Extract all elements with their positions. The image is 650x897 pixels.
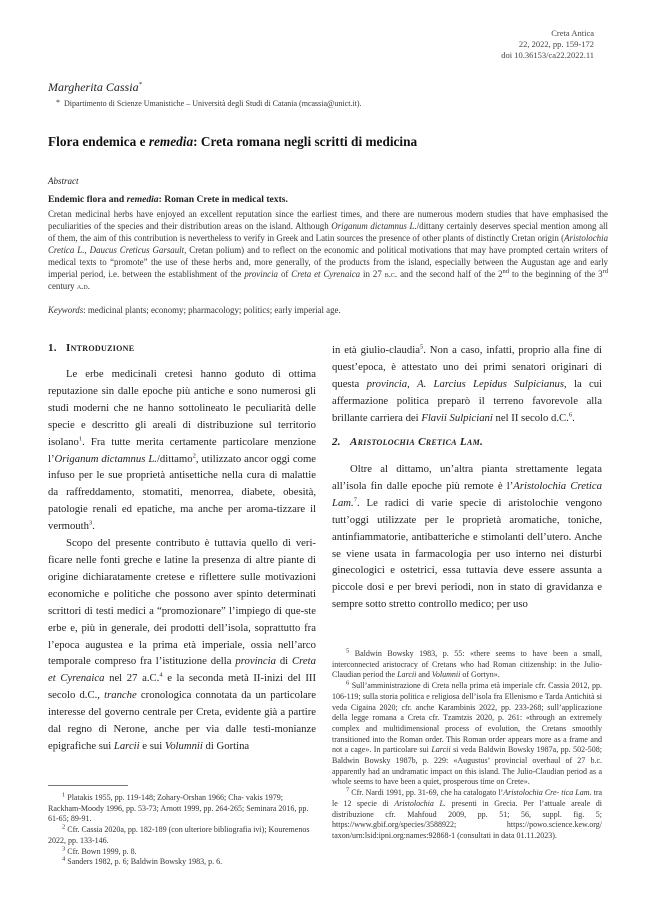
section-heading-aristolochia: 2. Aristolochia Cretica Lam. [332,436,484,448]
abstract-text: Cretan medicinal herbs have enjoyed an excellent reputation since the earliest times, and there are numerous modern studies that have emphasised the peculiarities of the species and their distribution areas on the island. Although Origanum dictamnus L./dittany certainly deserves special mention among all of them, the aim of this contribution is nevertheless to verify in Greek and Latin sources the presence of other plants of distinctly Cretan origin (Aristolochia Cretica L., Daucus Creticus Garsault, Cretan polium) and to reflect on the economic and political motivations that may have prompted certain writers of medical texts to “promote” the use of these herbs and, more generally, of the products from the island, especially between the Augustan age and early imperial period, i.e. between the establishment of the provincia of Creta et Cyrenaica in 27 b.c. and the second half of the 2nd to the beginning of the 3rd century a.d. [48,209,609,292]
footnote-ref: 2 [192,451,196,459]
author-affiliation: * Dipartimento di Scienze Umanistiche – Università degli Studi di Catania (mcassia@unict.it). [56,98,362,108]
footnote-ref: 4 [159,671,163,679]
right-column-continuation: in età giulio-claudia$^5$. Non a caso, infatti, proprio alla fine di quest’epoca, è attestato uno dei primi senatori originari di questa provincia, A. Larcius Lepidus Sulpicianus, la cui affermazione politica preparò il terreno favorevole alla brillante carriera dei Flavii Sulpiciani nel II secolo d.C.$^6$. [332,343,603,424]
footnote-ref: 7 [353,496,357,504]
abstract-title: Endemic flora and remedia: Roman Crete in medical texts. [48,194,288,205]
keywords: Keywords: medicinal plants; economy; pharmacology; politics; early imperial age. [48,305,341,315]
footnotes-left [48,793,316,868]
journal-name: Creta Antica [551,28,594,38]
footnote-ref: 3 [88,519,93,527]
section-heading-introduzione: 1. Introduzione [48,342,135,354]
journal-header [501,28,594,61]
footnote-3: $^3$ Cfr. Bown 1999, p. 8. [62,844,137,856]
right-column-text [332,461,602,613]
journal-doi: doi 10.36153/ca22.2022.11 [501,50,594,60]
left-column-text [48,366,316,755]
footnote-5: $^5$ Baldwin Bowsky 1983, p. 55: «there seems to have been a small, interconnected aristocracy of Cretans who had Roman citizenship: in the Julio-Claudian period the Larcii and Volumnii of Gortyn». [332,647,602,680]
paragraph: Le erbe medicinali cretesi hanno goduto di ottima reputazione sin dalle epoche più antiche e sono numerosi gli studi moderni che ne hanno sottolineato le peculiarità delle specie e descritto gli areali di distribuzione sul territorio isolano$^1$. Fra tutte merita certamente particolare menzione l’Origanum dictamnus L./dittamo$^2$, utilizzato ancor oggi come infuso per le sue proprietà antisettiche nella cura di malattie da raffreddamento, stomatiti, menorrea, diabete, obesità, patologie renali ed epatiche, ma anche per aroma-tizzare il vermouth$^3$. [48,368,317,533]
footnote-ref: 6 [568,411,573,419]
footnote-1: $^1$ Platakis 1955, pp. 119-148; Zohary-Orshan 1966; Cha- vakis 1979; Rackham-Moody 1996, pp. 53-73; Arnott 1999, pp. 264-265; Seminara 2016, pp. 61-65; 89-91. [48,791,309,824]
footnote-ref: 5 [419,343,424,351]
footnote-7: $^7$ Cfr. Nardi 1991, pp. 31-69, che ha catalogato l’Aristolochia Cre- tica Lam. tra le 12 specie di Aristolochia L. presenti in Grecia. Per l’attuale areale di distribuzione cfr. Mahfoud 2009, pp. 51; 56, suppl. fig. 5; https://www.gbif.org/species/3588922; https://powo.science.kew.org/ taxon/urn:lsid:ipni.org:names:92868-1 (consultati in data 01.11.2023). [332,786,603,840]
journal-issue: 22, 2022, pp. 159-172 [518,39,594,49]
author-name: Margherita Cassia* [48,80,142,94]
article-title: Flora endemica e remedia: Creta romana negli scritti di medicina [48,134,418,149]
paragraph: Oltre al dittamo, un’altra pianta strettamente legata all’isola fin dalle epoche più remote è l’Aristolochia Cretica Lam.$^7$. Le radici di varie specie di aristolochie vengono tutt’oggi utilizzate per le proprietà aromatiche, toniche, antinfiammatorie, antibatteriche e stimolanti dell’utero. Anche se viene usata in farmacologia per uso interno nei disturbi ginecologici e ostetrici, essa tuttavia deve essere assunta a piccole dosi e per brevi periodi, non in stato di gravidanza e sempre sotto stretto controllo medico; per uso [332,463,603,611]
footnotes-right [332,649,602,842]
link-gbif[interactable]: https://www.gbif.org/species/3588922; https://powo.science.kew.org/ [332,820,602,830]
footnote-divider [48,785,128,786]
footnote-6: $^6$ Sull’amministrazione di Creta nella prima età imperiale cfr. Cassia 2012, pp. 106-119; sulla storia politica e religiosa dell’isola fra Ellenismo e Tarda Antichità si veda Cigaina 2020; cfr. anche Karambinis 2022, pp. 233-268; sull’applicazione della legge romana a Creta cfr. Tzamtzis 2020, p. 261: «through an extremely complex and multidimensional process of evolution, the Cretans smoothly transitioned into the Roman order. This Roman order appears more as a frame and not a cage». In particolare sui Larcii si veda Baldwin Bowsky 1987a, pp. 502-508; Baldwin Bowsky 1987b, p. 229: «Augustus’ provincial overhaul of 27 b.c. apparently had an undramatic impact on this island. The Julio-Claudian period as a whole seems to have been a quiet, prosperous time on Crete». [332,679,603,787]
paragraph: Scopo del presente contributo è tuttavia quello di veri-ficare nelle fonti greche e latine la presenza di altre piante di origine dichiaratamente cretese e riflettere sulle motivazioni economiche e politiche che possono aver spinto determinati scrittori di testi medici a “promozionare” l’impiego di que-ste erbe e, più in generale, dei prodotti dell’isola, soprattutto fra l’epoca augustea e la prima età imperiale, ossia nell’arco temporale compreso fra l’istituzione della provincia di Creta et Cyrenaica nel 27 a.C.$^4$ e la seconda metà II-inizi del III secolo d.C., tranche cronologica connotata da un particolare interesse del governo centrale per Creta, evidente già a partire dal regno di Nerone, anche per via dalle testi-monianze epigrafiche sui Larcii e sui Volumnii di Gortina [48,537,316,752]
abstract-label: Abstract [48,176,79,186]
footnote-4: $^4$ Sanders 1982, p. 6; Baldwin Bowsky 1983, p. 6. [62,855,223,867]
link-powo[interactable]: taxon/urn:lsid:ipni.org:names:92868-1 (consultati in data 01.11.2023). [332,830,557,840]
footnote-ref: 1 [78,435,83,443]
footnote-2: $^2$ Cfr. Cassia 2020a, pp. 182-189 (con ulteriore bibliografia ivi); Kouremenos 2022, pp. 133-146. [48,823,310,845]
